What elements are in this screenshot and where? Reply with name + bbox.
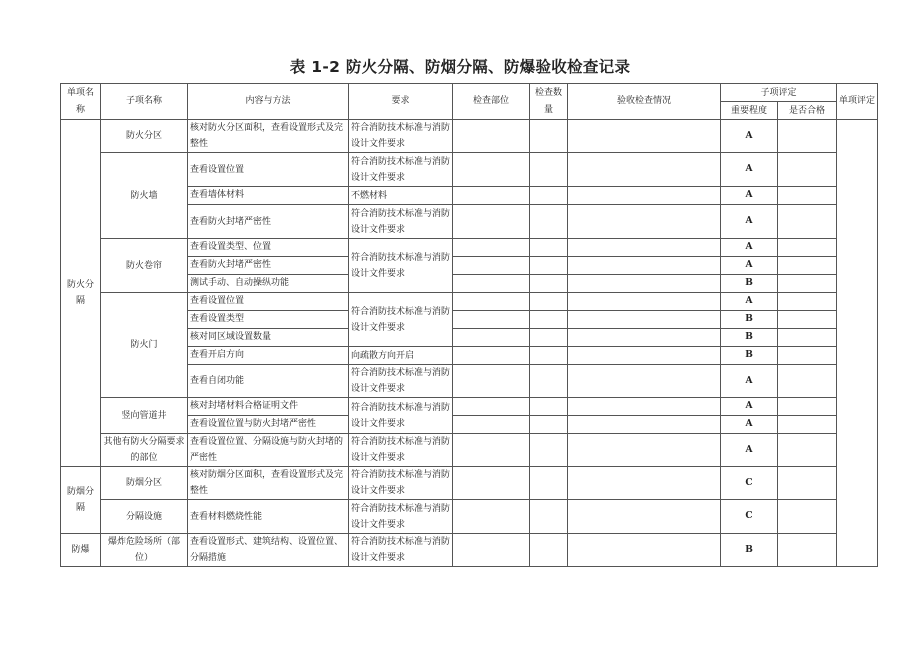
- sub-name-cell: 爆炸危险场所（部位）: [101, 534, 188, 567]
- method-cell: 核对防烟分区面积，查看设置形式及完整性: [188, 467, 349, 500]
- quantity-cell: [530, 434, 568, 467]
- method-cell: 查看设置位置、分隔设施与防火封堵的严密性: [188, 434, 349, 467]
- header-pass: 是否合格: [778, 102, 837, 120]
- importance-grade: A: [721, 239, 778, 257]
- quantity-cell: [530, 205, 568, 239]
- result-cell: [568, 205, 721, 239]
- result-cell: [568, 329, 721, 347]
- unit-name-cell: 防爆: [61, 534, 101, 567]
- requirement-cell: 符合消防技术标准与消防设计文件要求: [349, 398, 453, 434]
- quantity-cell: [530, 416, 568, 434]
- location-cell: [453, 329, 530, 347]
- importance-grade: A: [721, 120, 778, 153]
- table-row: [61, 153, 878, 187]
- importance-grade: B: [721, 311, 778, 329]
- table-row: [61, 120, 878, 153]
- pass-cell: [778, 398, 837, 416]
- quantity-cell: [530, 239, 568, 257]
- header-importance: 重要程度: [721, 102, 778, 120]
- quantity-cell: [530, 398, 568, 416]
- importance-grade: A: [721, 365, 778, 398]
- method-cell: 查看防火封堵严密性: [188, 257, 349, 275]
- requirement-cell: 不燃材料: [349, 187, 453, 205]
- quantity-cell: [530, 534, 568, 567]
- pass-cell: [778, 467, 837, 500]
- header-result: 验收检查情况: [568, 84, 721, 120]
- importance-grade: A: [721, 187, 778, 205]
- method-cell: 查看设置位置与防火封堵严密性: [188, 416, 349, 434]
- sub-name-cell: 分隔设施: [101, 500, 188, 534]
- importance-grade: A: [721, 257, 778, 275]
- result-cell: [568, 347, 721, 365]
- requirement-cell: 符合消防技术标准与消防设计文件要求: [349, 534, 453, 567]
- method-cell: 查看设置类型: [188, 311, 349, 329]
- pass-cell: [778, 329, 837, 347]
- requirement-cell: 符合消防技术标准与消防设计文件要求: [349, 239, 453, 293]
- pass-cell: [778, 257, 837, 275]
- pass-cell: [778, 311, 837, 329]
- table-row: [61, 293, 878, 311]
- requirement-cell: 符合消防技术标准与消防设计文件要求: [349, 365, 453, 398]
- requirement-cell: 符合消防技术标准与消防设计文件要求: [349, 500, 453, 534]
- quantity-cell: [530, 293, 568, 311]
- result-cell: [568, 434, 721, 467]
- quantity-cell: [530, 120, 568, 153]
- result-cell: [568, 311, 721, 329]
- location-cell: [453, 467, 530, 500]
- result-cell: [568, 120, 721, 153]
- pass-cell: [778, 153, 837, 187]
- quantity-cell: [530, 257, 568, 275]
- header-sub-name: 子项名称: [101, 84, 188, 120]
- method-cell: 查看开启方向: [188, 347, 349, 365]
- location-cell: [453, 275, 530, 293]
- header-unit-name: 单项名称: [61, 84, 101, 120]
- location-cell: [453, 293, 530, 311]
- header-method: 内容与方法: [188, 84, 349, 120]
- sub-name-cell: 竖向管道井: [101, 398, 188, 434]
- requirement-cell: 符合消防技术标准与消防设计文件要求: [349, 434, 453, 467]
- page-title: 表 1-2 防火分隔、防烟分隔、防爆验收检查记录: [289, 58, 631, 76]
- sub-name-cell: 防烟分区: [101, 467, 188, 500]
- result-cell: [568, 293, 721, 311]
- location-cell: [453, 239, 530, 257]
- pass-cell: [778, 293, 837, 311]
- location-cell: [453, 311, 530, 329]
- method-cell: 查看自闭功能: [188, 365, 349, 398]
- header-quantity: 检查数量: [530, 84, 568, 120]
- pass-cell: [778, 187, 837, 205]
- requirement-cell: 符合消防技术标准与消防设计文件要求: [349, 153, 453, 187]
- sub-name-cell: 防火门: [101, 293, 188, 398]
- quantity-cell: [530, 311, 568, 329]
- requirement-cell: 向疏散方向开启: [349, 347, 453, 365]
- table-row: [61, 239, 878, 257]
- location-cell: [453, 534, 530, 567]
- location-cell: [453, 153, 530, 187]
- header-unit-eval: 单项评定: [837, 84, 878, 120]
- header-location: 检查部位: [453, 84, 530, 120]
- requirement-cell: 符合消防技术标准与消防设计文件要求: [349, 293, 453, 347]
- location-cell: [453, 257, 530, 275]
- pass-cell: [778, 434, 837, 467]
- importance-grade: B: [721, 534, 778, 567]
- result-cell: [568, 239, 721, 257]
- sub-name-cell: 防火卷帘: [101, 239, 188, 293]
- method-cell: 核对防火分区面积，查看设置形式及完整性: [188, 120, 349, 153]
- importance-grade: A: [721, 205, 778, 239]
- method-cell: 查看防火封堵严密性: [188, 205, 349, 239]
- table-row: [61, 534, 878, 567]
- header-row: [61, 84, 878, 102]
- requirement-cell: 符合消防技术标准与消防设计文件要求: [349, 120, 453, 153]
- location-cell: [453, 434, 530, 467]
- pass-cell: [778, 347, 837, 365]
- result-cell: [568, 187, 721, 205]
- unit-name-cell: 防烟分隔: [61, 467, 101, 534]
- location-cell: [453, 347, 530, 365]
- pass-cell: [778, 365, 837, 398]
- method-cell: 查看材料燃烧性能: [188, 500, 349, 534]
- pass-cell: [778, 416, 837, 434]
- quantity-cell: [530, 329, 568, 347]
- table-row: [61, 500, 878, 534]
- inspection-table: [60, 83, 878, 567]
- unit-name-cell: 防火分隔: [61, 120, 101, 467]
- importance-grade: C: [721, 467, 778, 500]
- sub-name-cell: 其他有防火分隔要求的部位: [101, 434, 188, 467]
- pass-cell: [778, 205, 837, 239]
- result-cell: [568, 500, 721, 534]
- method-cell: 查看墙体材料: [188, 187, 349, 205]
- quantity-cell: [530, 500, 568, 534]
- result-cell: [568, 365, 721, 398]
- quantity-cell: [530, 467, 568, 500]
- location-cell: [453, 500, 530, 534]
- result-cell: [568, 416, 721, 434]
- importance-grade: A: [721, 434, 778, 467]
- requirement-cell: 符合消防技术标准与消防设计文件要求: [349, 205, 453, 239]
- location-cell: [453, 187, 530, 205]
- location-cell: [453, 205, 530, 239]
- table-row: [61, 398, 878, 416]
- result-cell: [568, 534, 721, 567]
- method-cell: 核对同区域设置数量: [188, 329, 349, 347]
- quantity-cell: [530, 153, 568, 187]
- requirement-cell: 符合消防技术标准与消防设计文件要求: [349, 467, 453, 500]
- location-cell: [453, 365, 530, 398]
- result-cell: [568, 153, 721, 187]
- method-cell: 查看设置位置: [188, 153, 349, 187]
- location-cell: [453, 398, 530, 416]
- result-cell: [568, 275, 721, 293]
- pass-cell: [778, 534, 837, 567]
- location-cell: [453, 416, 530, 434]
- location-cell: [453, 120, 530, 153]
- table-row: [61, 467, 878, 500]
- result-cell: [568, 467, 721, 500]
- quantity-cell: [530, 365, 568, 398]
- importance-grade: A: [721, 153, 778, 187]
- method-cell: 查看设置类型、位置: [188, 239, 349, 257]
- quantity-cell: [530, 347, 568, 365]
- importance-grade: A: [721, 293, 778, 311]
- result-cell: [568, 257, 721, 275]
- method-cell: 测试手动、自动操纵功能: [188, 275, 349, 293]
- quantity-cell: [530, 275, 568, 293]
- method-cell: 查看设置形式、建筑结构、设置位置、分隔措施: [188, 534, 349, 567]
- sub-name-cell: 防火墙: [101, 153, 188, 239]
- importance-grade: A: [721, 398, 778, 416]
- importance-grade: A: [721, 416, 778, 434]
- result-cell: [568, 398, 721, 416]
- method-cell: 查看设置位置: [188, 293, 349, 311]
- pass-cell: [778, 500, 837, 534]
- sub-name-cell: 防火分区: [101, 120, 188, 153]
- importance-grade: B: [721, 275, 778, 293]
- pass-cell: [778, 275, 837, 293]
- method-cell: 核对封堵材料合格证明文件: [188, 398, 349, 416]
- pass-cell: [778, 239, 837, 257]
- unit-eval-cell: [837, 120, 878, 567]
- importance-grade: C: [721, 500, 778, 534]
- importance-grade: B: [721, 329, 778, 347]
- quantity-cell: [530, 187, 568, 205]
- header-sub-eval: 子项评定: [721, 84, 837, 102]
- header-requirement: 要求: [349, 84, 453, 120]
- table-row: [61, 434, 878, 467]
- pass-cell: [778, 120, 837, 153]
- importance-grade: B: [721, 347, 778, 365]
